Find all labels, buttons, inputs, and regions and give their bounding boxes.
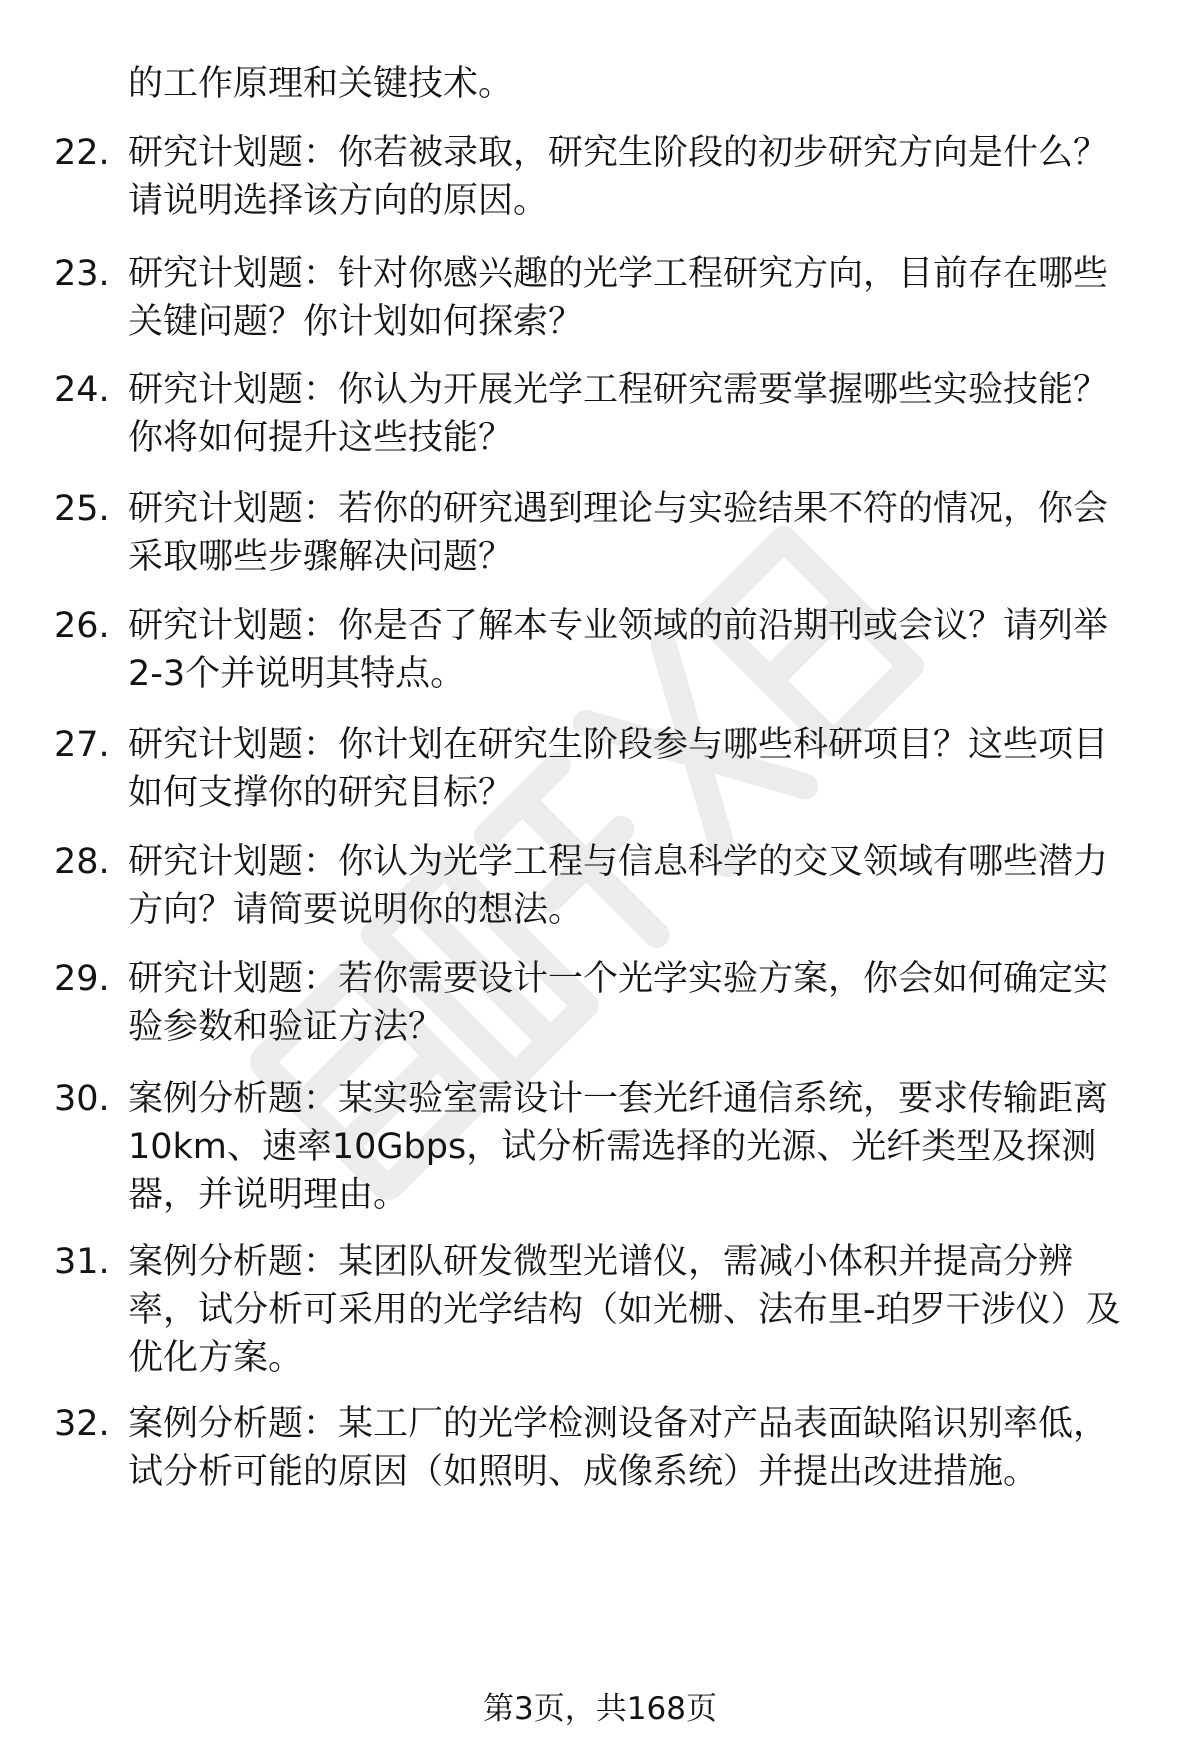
question-text [128, 1400, 1168, 1496]
continued-text-line: 的工作原理和关键技术。 [128, 64, 514, 104]
question-text [128, 366, 1168, 462]
question-text [128, 838, 1168, 934]
question-text [128, 1238, 1168, 1382]
page-footer: 第3页，共168页 [483, 1691, 717, 1727]
question-text-line: 优化方案。 [128, 1338, 304, 1378]
question-text-line: 案例分析题：某团队研发微型光谱仪，需减小体积并提高分辨 [128, 1242, 1074, 1282]
question-text-line: 案例分析题：某实验室需设计一套光纤通信系统，要求传输距离 [128, 1079, 1109, 1119]
question-text-line: 采取哪些步骤解决问题？ [128, 537, 514, 577]
question-number: 26. [54, 606, 110, 646]
question-number: 22. [54, 133, 110, 173]
question-text [128, 485, 1168, 581]
question-text-line: 研究计划题：你计划在研究生阶段参与哪些科研项目？这些项目 [128, 725, 1109, 765]
question-number: 32. [54, 1404, 110, 1444]
question-text-line: 试分析可能的原因（如照明、成像系统）并提出改进措施。 [128, 1452, 1039, 1492]
question-number: 29. [54, 959, 110, 999]
question-text-line: 关键问题？你计划如何探索？ [128, 302, 584, 342]
question-text-line: 案例分析题：某工厂的光学检测设备对产品表面缺陷识别率低， [128, 1404, 1109, 1444]
question-text [128, 129, 1168, 225]
question-text-line: 研究计划题：若你需要设计一个光学实验方案，你会如何确定实 [128, 959, 1109, 999]
question-text-line: 你将如何提升这些技能？ [128, 418, 514, 458]
question-text-line: 请说明选择该方向的原因。 [128, 181, 549, 221]
question-text-line: 研究计划题：针对你感兴趣的光学工程研究方向，目前存在哪些 [128, 254, 1109, 294]
question-text [128, 250, 1168, 346]
question-text-line: 率，试分析可采用的光学结构（如光栅、法布里-珀罗干涉仪）及 [128, 1290, 1121, 1330]
question-text [128, 721, 1168, 817]
question-text-line: 如何支撑你的研究目标？ [128, 773, 514, 813]
question-text-line: 研究计划题：你认为光学工程与信息科学的交叉领域有哪些潜力 [128, 842, 1109, 882]
question-number: 31. [54, 1242, 110, 1282]
question-text [128, 602, 1168, 698]
question-number: 23. [54, 254, 110, 294]
question-text-line: 研究计划题：你是否了解本专业领域的前沿期刊或会议？请列举 [128, 606, 1109, 646]
question-text [128, 955, 1168, 1051]
question-number: 28. [54, 842, 110, 882]
question-text-line: 方向？请简要说明你的想法。 [128, 890, 584, 930]
question-text [128, 1075, 1168, 1219]
question-text-line: 验参数和验证方法？ [128, 1007, 444, 1047]
question-text-line: 10km、速率10Gbps，试分析需选择的光源、光纤类型及探测 [128, 1127, 1097, 1167]
question-text-line: 研究计划题：你认为开展光学工程研究需要掌握哪些实验技能？ [128, 370, 1109, 410]
question-number: 24. [54, 370, 110, 410]
question-number: 25. [54, 489, 110, 529]
question-number: 27. [54, 725, 110, 765]
question-text-line: 研究计划题：你若被录取，研究生阶段的初步研究方向是什么？ [128, 133, 1109, 173]
question-text-line: 2-3个并说明其特点。 [128, 654, 466, 694]
question-text-line: 研究计划题：若你的研究遇到理论与实验结果不符的情况，你会 [128, 489, 1109, 529]
question-text-line: 器，并说明理由。 [128, 1175, 409, 1215]
question-number: 30. [54, 1079, 110, 1119]
